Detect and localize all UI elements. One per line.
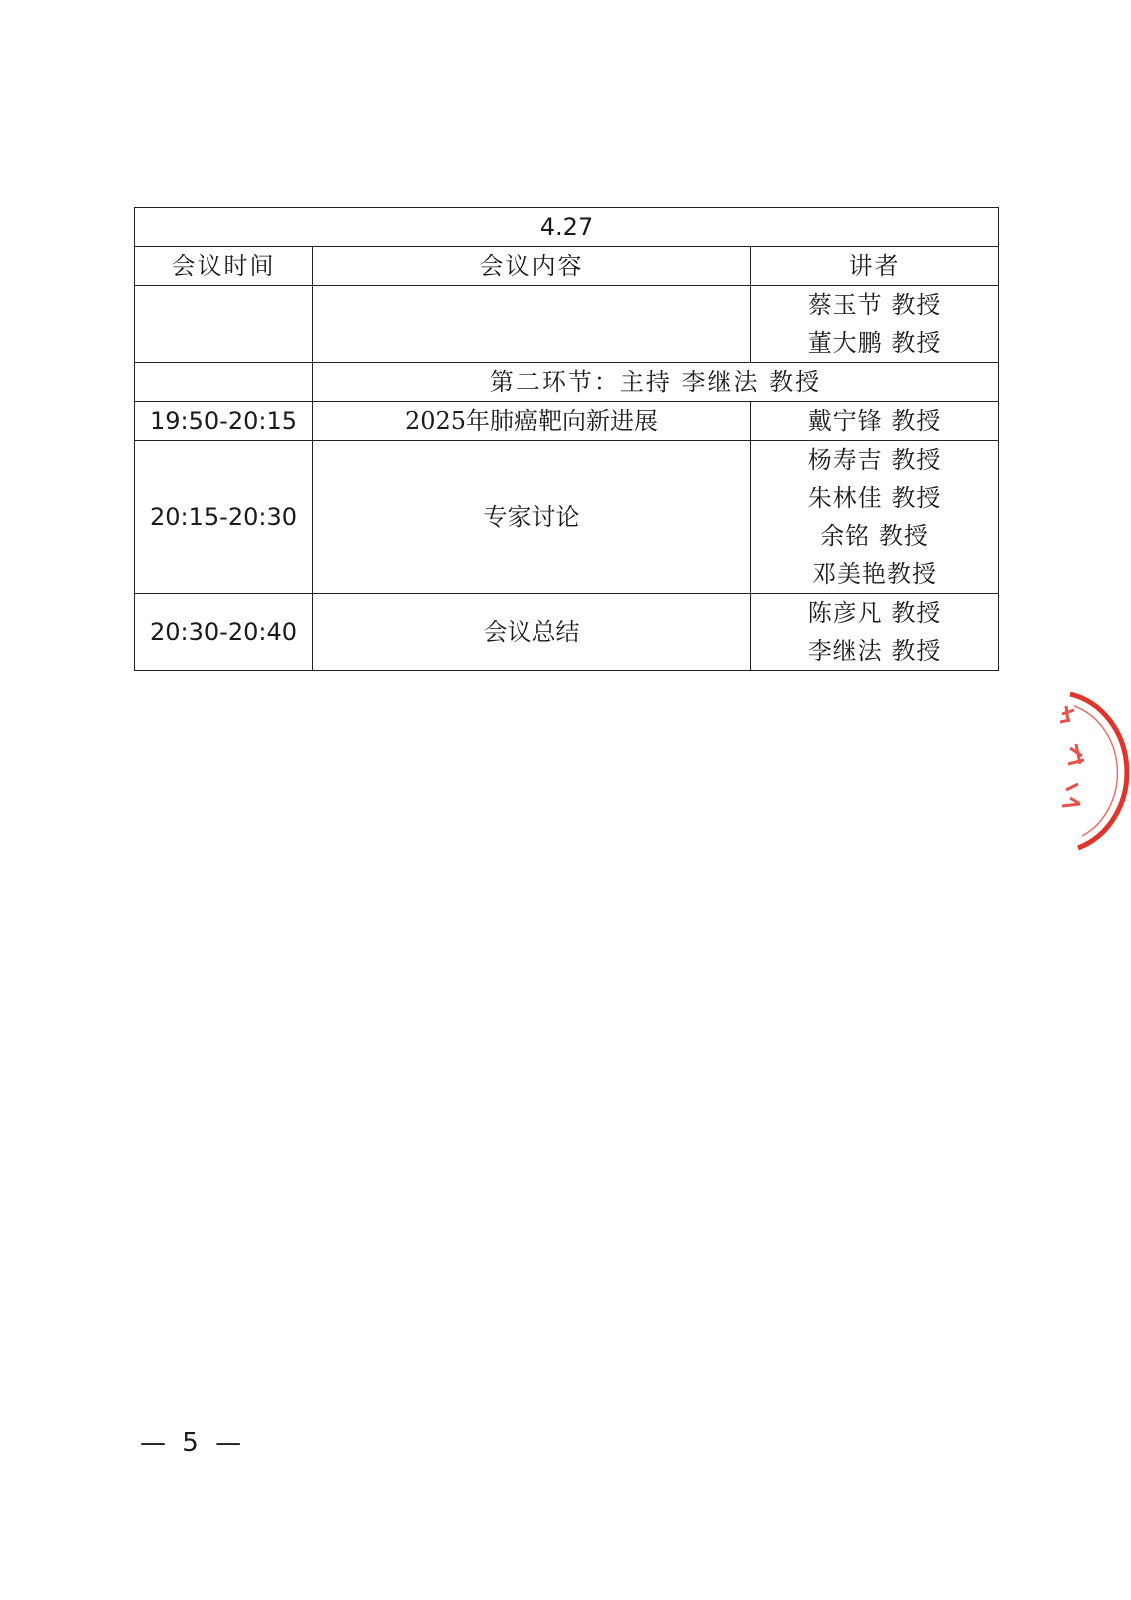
session-date: 4.27 (135, 208, 999, 247)
page-number: — 5 — (140, 1428, 246, 1458)
speaker-name: 杨寿吉 教授 (807, 446, 942, 474)
content-cell: 专家讨论 (313, 441, 751, 594)
date-row (135, 208, 999, 247)
time-cell: 19:50-20:15 (135, 402, 313, 441)
table-row (135, 594, 999, 671)
header-content: 会议内容 (313, 247, 751, 286)
speaker-name: 余铭 教授 (820, 522, 929, 550)
section-two-heading: 第二环节：主持 李继法 教授 (313, 363, 999, 402)
section-empty-cell (135, 363, 313, 402)
agenda-table (134, 207, 999, 671)
content-cell: 会议总结 (313, 594, 751, 671)
official-seal-icon (1060, 686, 1131, 856)
speaker-name: 朱林佳 教授 (807, 484, 942, 512)
content-cell (313, 286, 751, 363)
speaker-name: 蔡玉节 教授 (807, 291, 942, 319)
content-cell: 2025年肺癌靶向新进展 (313, 402, 751, 441)
speaker-cell (751, 594, 999, 671)
speaker-cell (751, 441, 999, 594)
speaker-cell (751, 286, 999, 363)
speaker-name: 戴宁锋 教授 (807, 407, 942, 435)
time-cell (135, 286, 313, 363)
speaker-name: 邓美艳教授 (812, 560, 937, 588)
section-row (135, 363, 999, 402)
speaker-name: 陈彦凡 教授 (807, 599, 942, 627)
table-row (135, 402, 999, 441)
time-cell: 20:30-20:40 (135, 594, 313, 671)
speaker-cell (751, 402, 999, 441)
header-time: 会议时间 (135, 247, 313, 286)
time-cell: 20:15-20:30 (135, 441, 313, 594)
speaker-name: 李继法 教授 (807, 637, 942, 665)
table-row (135, 441, 999, 594)
header-row (135, 247, 999, 286)
header-speaker: 讲者 (751, 247, 999, 286)
table-row-continued (135, 286, 999, 363)
speaker-name: 董大鹏 教授 (807, 329, 942, 357)
